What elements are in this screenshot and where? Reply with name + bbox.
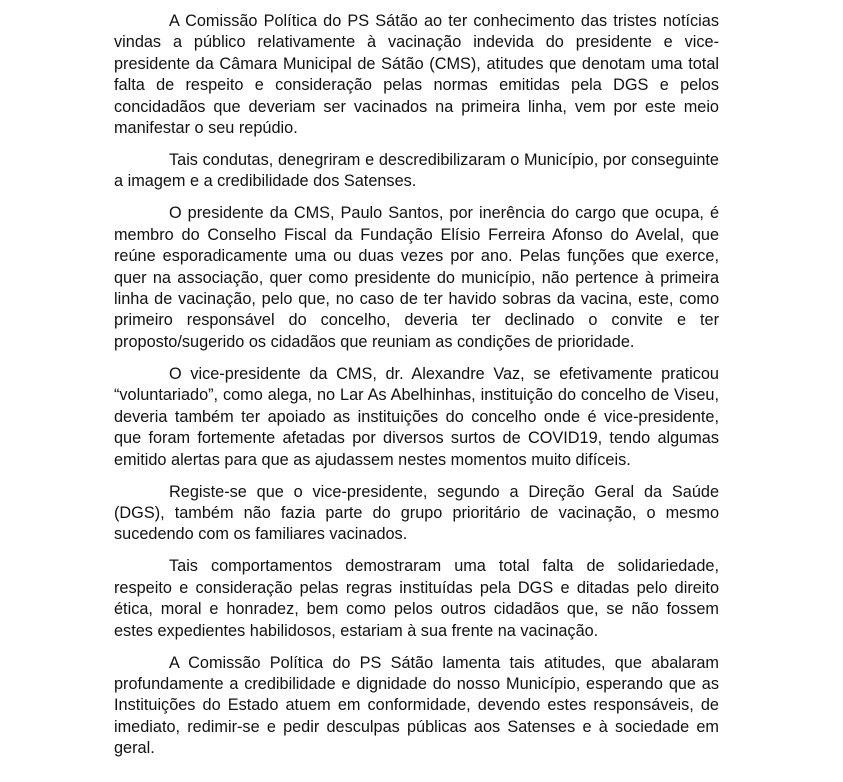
paragraph-intro: A Comissão Política do PS Sátão ao ter conhecimento das tristes notícias vindas a público relativamente à vacinação indevida do presidente e vice-presidente da Câmara Municipal de Sátão (CMS), atitudes que denotam uma total falta de respeito e consideração pelas normas emitidas pela DGS e pelos concidadãos que deveriam ser vacinados na primeira linha, vem por este meio manifestar o seu repúdio. <box>114 12 719 138</box>
paragraph-president: O presidente da CMS, Paulo Santos, por inerência do cargo que ocupa, é membro do Conselho Fiscal da Fundação Elísio Ferreira Afonso do Avelal, que reúne esporadicamente uma ou duas vezes por ano. Pelas funções que exerce, quer na associação, quer como presidente do município, não pertence à primeira linha de vacinação, pelo que, no caso de ter havido sobras da vacina, este, como primeiro responsável do concelho, deveria ter declinado o convite e ter proposto/sugerido os cidadãos que reuniam as condições de prioridade. <box>114 204 719 351</box>
paragraph-behaviour: Tais comportamentos demostraram uma total falta de solidariedade, respeito e consideração pelas regras instituídas pela DGS e ditadas pelo direito ética, moral e honradez, bem como pelos outros cidadãos que, se não fossem estes expedientes habilidosos, estariam à sua frente na vacinação. <box>114 557 719 640</box>
paragraph-conduct: Tais condutas, denegriram e descredibilizaram o Município, por conseguinte a imagem e a credibilidade dos Satenses. <box>114 151 719 191</box>
paragraph-conclusion: A Comissão Política do PS Sátão lamenta tais atitudes, que abalaram profundamente a credibilidade e dignidade do nosso Município, esperando que as Instituições do Estado atuem em conformidade, devendo estes responsáveis, de imediato, redimir-se e pedir desculpas públicas aos Satenses e à sociedade em geral. <box>114 653 719 758</box>
paragraph-vice-president: O vice-presidente da CMS, dr. Alexandre Vaz, se efetivamente praticou “voluntariado”, como alega, no Lar As Abelhinhas, instituição do concelho de Viseu, deveria também ter apoiado as instituições do concelho onde é vice-presidente, que foram fortemente afetadas por diversos surtos de COVID19, tendo algumas emitido alertas para que as ajudassem nestes momentos muito difíceis. <box>114 364 719 469</box>
paragraph-dgs-priority: Registe-se que o vice-presidente, segundo a Direção Geral da Saúde (DGS), também não fazia parte do grupo prioritário de vacinação, o mesmo sucedendo com os familiares vacinados. <box>114 482 719 544</box>
document-body <box>114 11 719 760</box>
